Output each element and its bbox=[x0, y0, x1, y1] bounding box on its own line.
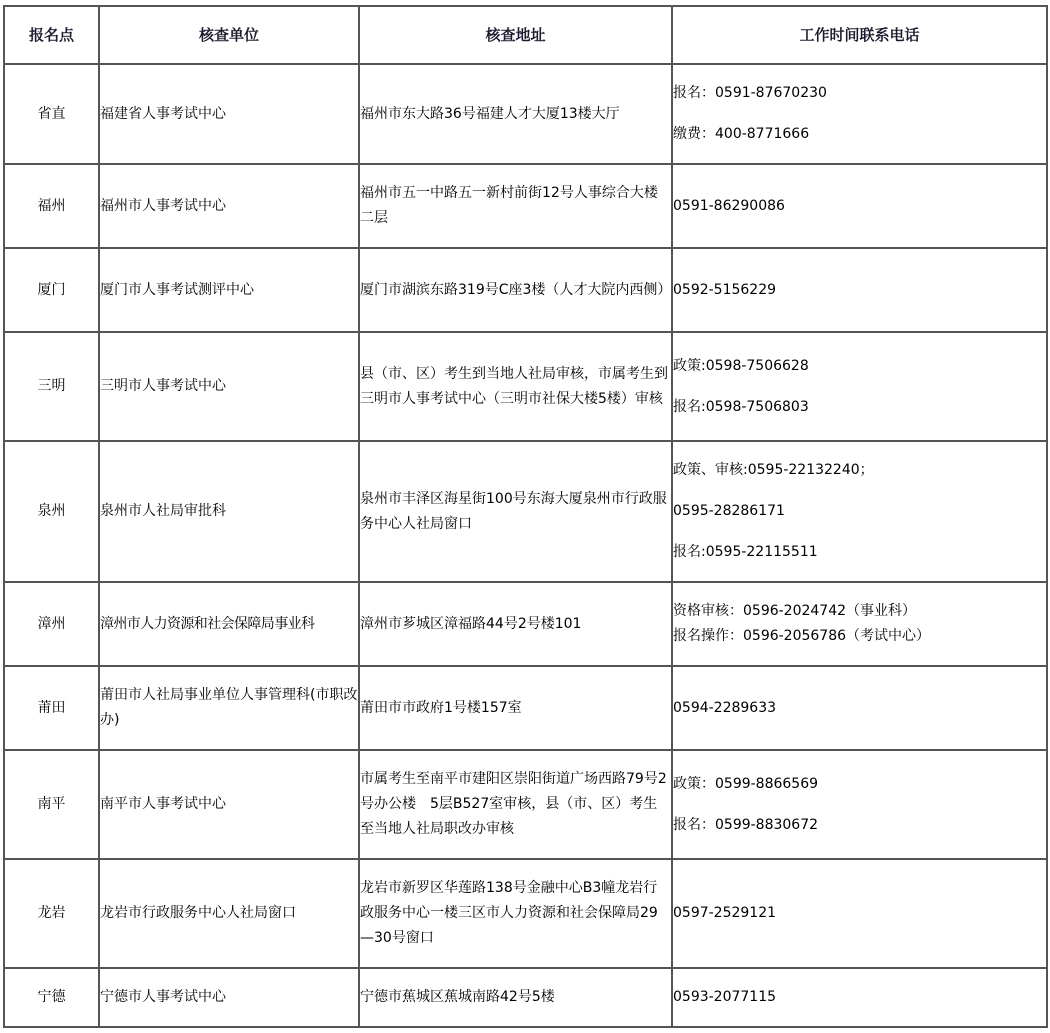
phone-line: 0595-28286171 bbox=[673, 503, 785, 519]
header-verification-unit: 核查单位 bbox=[99, 6, 359, 64]
table-row bbox=[4, 582, 1047, 666]
table-row bbox=[4, 332, 1047, 441]
contact-phone-cell bbox=[672, 332, 1047, 441]
phone-line: 0594-2289633 bbox=[673, 699, 777, 716]
registration-point-cell: 福州 bbox=[4, 164, 99, 248]
verification-unit-cell: 福州市人事考试中心 bbox=[99, 164, 359, 248]
verification-unit-cell: 宁德市人事考试中心 bbox=[99, 968, 359, 1027]
contact-phone-cell bbox=[672, 968, 1047, 1027]
phone-line: 报名：0599-8830672 bbox=[673, 816, 819, 833]
table-row bbox=[4, 441, 1047, 582]
verification-address-cell: 泉州市丰泽区海星街100号东海大厦泉州市行政服务中心人社局窗口 bbox=[359, 441, 672, 582]
phone-line: 报名：0591-87670230 bbox=[673, 85, 827, 101]
verification-address-cell: 县（市、区）考生到当地人社局审核，市属考生到三明市人事考试中心（三明市社保大楼5楼）审核 bbox=[359, 332, 672, 441]
phone-line: 0591-86290086 bbox=[673, 197, 785, 214]
phone-line: 0592-5156229 bbox=[673, 281, 777, 298]
contact-phone-cell bbox=[672, 248, 1047, 332]
phone-line: 政策、审核:0595-22132240； bbox=[673, 462, 874, 478]
phone-line: 缴费：400-8771666 bbox=[673, 126, 810, 142]
verification-unit-cell: 厦门市人事考试测评中心 bbox=[99, 248, 359, 332]
table-row bbox=[4, 968, 1047, 1027]
verification-contact-table-container bbox=[3, 5, 1048, 1028]
registration-point-cell: 省直 bbox=[4, 64, 99, 164]
phone-line: 0593-2077115 bbox=[673, 989, 777, 1005]
table-header-row bbox=[4, 6, 1047, 64]
table-row bbox=[4, 750, 1047, 859]
verification-address-cell: 厦门市湖滨东路319号C座3楼（人才大院内西侧） bbox=[359, 248, 672, 332]
phone-line: 0597-2529121 bbox=[673, 905, 777, 921]
verification-address-cell: 市属考生至南平市建阳区崇阳街道广场西路79号2号办公楼 5层B527室审核，县（市、区）考生至当地人社局职改办审核 bbox=[359, 750, 672, 859]
registration-point-cell: 厦门 bbox=[4, 248, 99, 332]
contact-phone-cell bbox=[672, 441, 1047, 582]
table-row bbox=[4, 64, 1047, 164]
table-row bbox=[4, 859, 1047, 968]
contact-phone-cell bbox=[672, 64, 1047, 164]
verification-address-cell: 漳州市芗城区漳福路44号2号楼101 bbox=[359, 582, 672, 666]
verification-address-cell: 宁德市蕉城区蕉城南路42号5楼 bbox=[359, 968, 672, 1027]
table-row bbox=[4, 164, 1047, 248]
phone-line: 报名:0598-7506803 bbox=[673, 398, 809, 415]
verification-unit-cell: 莆田市人社局事业单位人事管理科(市职改办) bbox=[99, 666, 359, 750]
phone-line: 政策:0598-7506628 bbox=[673, 357, 809, 374]
verification-address-cell: 福州市东大路36号福建人才大厦13楼大厅 bbox=[359, 64, 672, 164]
registration-point-cell: 龙岩 bbox=[4, 859, 99, 968]
header-verification-address: 核查地址 bbox=[359, 6, 672, 64]
contact-phone-cell bbox=[672, 582, 1047, 666]
verification-unit-cell: 龙岩市行政服务中心人社局窗口 bbox=[99, 859, 359, 968]
registration-point-cell: 南平 bbox=[4, 750, 99, 859]
registration-point-cell: 三明 bbox=[4, 332, 99, 441]
verification-unit-cell: 南平市人事考试中心 bbox=[99, 750, 359, 859]
verification-unit-cell: 泉州市人社局审批科 bbox=[99, 441, 359, 582]
verification-address-cell: 莆田市市政府1号楼157室 bbox=[359, 666, 672, 750]
registration-point-cell: 宁德 bbox=[4, 968, 99, 1027]
registration-point-cell: 漳州 bbox=[4, 582, 99, 666]
table-row bbox=[4, 248, 1047, 332]
phone-line: 资格审核：0596-2024742（事业科） bbox=[673, 603, 917, 619]
registration-point-cell: 莆田 bbox=[4, 666, 99, 750]
contact-phone-cell bbox=[672, 666, 1047, 750]
phone-line: 政策：0599-8866569 bbox=[673, 775, 819, 792]
verification-unit-cell: 漳州市人力资源和社会保障局事业科 bbox=[99, 582, 359, 666]
verification-unit-cell: 三明市人事考试中心 bbox=[99, 332, 359, 441]
phone-line: 报名操作：0596-2056786（考试中心） bbox=[673, 628, 931, 644]
verification-contact-table bbox=[3, 5, 1048, 1028]
registration-point-cell: 泉州 bbox=[4, 441, 99, 582]
contact-phone-cell bbox=[672, 164, 1047, 248]
header-registration-point: 报名点 bbox=[4, 6, 99, 64]
contact-phone-cell bbox=[672, 750, 1047, 859]
table-row bbox=[4, 666, 1047, 750]
phone-line: 报名:0595-22115511 bbox=[673, 544, 818, 560]
header-contact-phone: 工作时间联系电话 bbox=[672, 6, 1047, 64]
verification-address-cell: 福州市五一中路五一新村前街12号人事综合大楼二层 bbox=[359, 164, 672, 248]
verification-unit-cell: 福建省人事考试中心 bbox=[99, 64, 359, 164]
contact-phone-cell bbox=[672, 859, 1047, 968]
verification-address-cell: 龙岩市新罗区华莲路138号金融中心B3幢龙岩行政服务中心一楼三区市人力资源和社会保障局29—30号窗口 bbox=[359, 859, 672, 968]
